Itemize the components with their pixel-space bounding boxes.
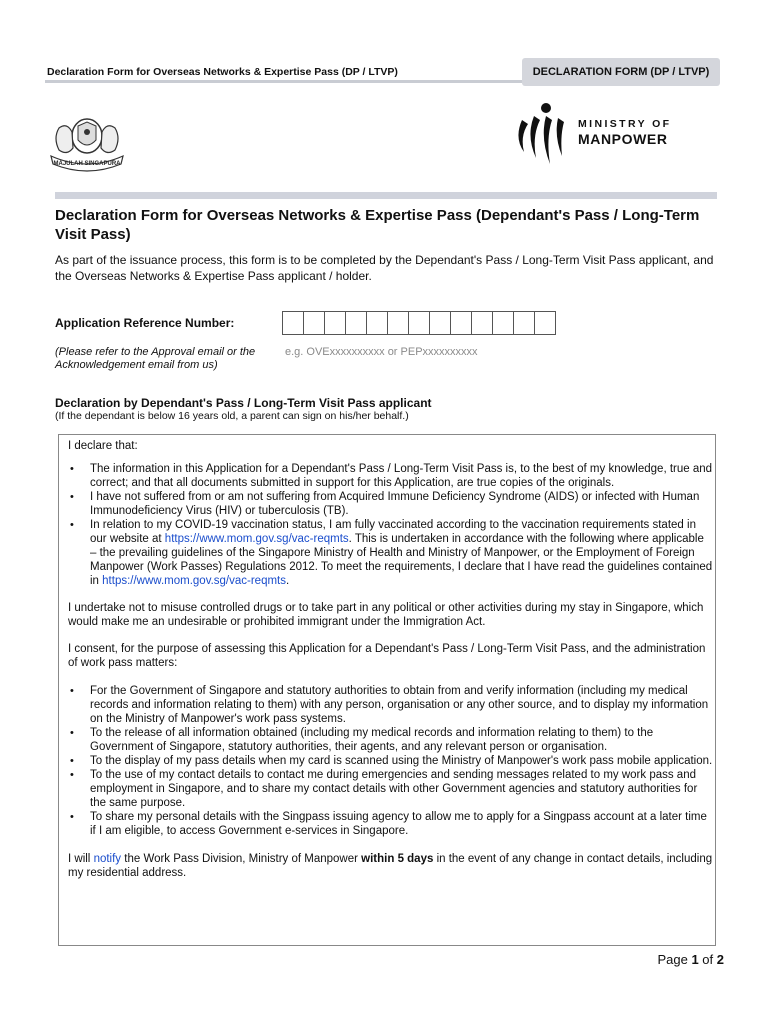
- undertake-paragraph: I undertake not to misuse controlled drugs or to take part in any political or other activities during my stay in Singapore, which would make me an undesirable or prohibited immigrant under the Immigration Act.: [68, 602, 704, 628]
- arn-char-box[interactable]: [513, 311, 535, 335]
- mom-logo-icon: [512, 100, 572, 170]
- declaration-intro: I declare that:: [68, 440, 138, 452]
- declaration-item-text: . This is undertaken in accordance with the following where applicable – the prevailing guidelines of the Singapore Ministry of Health and Ministry of Manpower, or the Employment of Foreign Manpower (Work Passes) Regulations 2012. To meet the requirements, I declare that I have read the guidelines contained in: [90, 533, 713, 587]
- consent-item-text: For the Government of Singapore and statutory authorities to obtain from and verify information (including my medical records and information relating to them) with any person, organisation or any other source, and to display my information on the Ministry of Manpower's work pass systems.: [90, 685, 709, 725]
- section-divider: [55, 192, 717, 199]
- arn-char-box[interactable]: [303, 311, 325, 335]
- consent-item-text: To the display of my pass details when my card is scanned using the Ministry of Manpower's work pass mobile application.: [90, 755, 713, 767]
- singapore-crest-icon: [45, 106, 129, 174]
- declaration-item-text: The information in this Application for a Dependant's Pass / Long-Term Visit Pass is, to the best of my knowledge, true and correct; and that all documents submitted in support for this Application, are true copies of the originals.: [90, 463, 713, 489]
- consent-list: [68, 684, 713, 838]
- arn-char-box[interactable]: [345, 311, 367, 335]
- consent-item-text: To the release of all information obtained (including my medical records and information relating to them) to the Government of Singapore, statutory authorities, their agents, and any relevant person or organisation.: [90, 727, 654, 753]
- list-item: [90, 810, 713, 838]
- arn-char-box[interactable]: [408, 311, 430, 335]
- notify-text: the Work Pass Division, Ministry of Manpower: [121, 853, 362, 865]
- consent-item-text: To share my personal details with the Singpass issuing agency to allow me to apply for a Singpass account at a later time if I am eligible, to access Government e-services in Singapore.: [90, 811, 707, 837]
- list-item: [90, 684, 713, 726]
- page-indicator: [657, 952, 724, 967]
- arn-char-box[interactable]: [282, 311, 304, 335]
- declaration-item-text: In relation to my COVID-19 vaccination status, I am fully vaccinated according to the vaccination requirements stated in our website at: [90, 519, 696, 545]
- consent-item-text: To the use of my contact details to contact me during emergencies and sending messages related to my work pass and employment in Singapore, and to share my contact details with other Government agencies and statutory authorities for the same purpose.: [90, 769, 698, 809]
- mom-logo-line1: MINISTRY OF: [578, 118, 672, 130]
- declaration-subheading: (If the dependant is below 16 years old, a parent can sign on his/her behalf.): [55, 410, 409, 422]
- declaration-heading: Declaration by Dependant's Pass / Long-Term Visit Pass applicant: [55, 396, 432, 410]
- arn-char-box[interactable]: [450, 311, 472, 335]
- form-intro: As part of the issuance process, this form is to be completed by the Dependant's Pass / Long-Term Visit Pass applicant, and the Overseas Networks & Expertise Pass applicant / holder.: [55, 253, 714, 283]
- declaration-item-text: .: [286, 575, 290, 587]
- arn-input-boxes[interactable]: [283, 311, 556, 335]
- arn-char-box[interactable]: [324, 311, 346, 335]
- declaration-content: [68, 439, 713, 880]
- list-item: [90, 490, 713, 518]
- declaration-list: [68, 462, 713, 588]
- form-title: Declaration Form for Overseas Networks & Expertise Pass (Dependant's Pass / Long-Term Visit Pass): [55, 207, 700, 243]
- list-item: [90, 462, 713, 490]
- header-form-title: Declaration Form for Overseas Networks & Expertise Pass (DP / LTVP): [47, 66, 398, 78]
- arn-char-box[interactable]: [429, 311, 451, 335]
- arn-char-box[interactable]: [471, 311, 493, 335]
- mom-logo-line2: MANPOWER: [578, 131, 668, 147]
- consent-paragraph: I consent, for the purpose of assessing this Application for a Dependant's Pass / Long-Term Visit Pass, and the administration of work pass matters:: [68, 643, 706, 669]
- arn-example-placeholder: e.g. OVExxxxxxxxxx or PEPxxxxxxxxxx: [285, 346, 478, 358]
- arn-char-box[interactable]: [366, 311, 388, 335]
- arn-char-box[interactable]: [492, 311, 514, 335]
- list-item: [90, 726, 713, 754]
- notify-paragraph: [68, 852, 713, 880]
- list-item: [90, 754, 713, 768]
- list-item: [90, 518, 713, 588]
- notify-text: I will: [68, 853, 94, 865]
- arn-char-box[interactable]: [534, 311, 556, 335]
- notify-deadline: within 5 days: [361, 853, 434, 865]
- arn-char-box[interactable]: [387, 311, 409, 335]
- page-total: 2: [716, 952, 724, 967]
- notify-link[interactable]: notify: [93, 853, 122, 865]
- notify-text: in the event of any change in contact details, including my residential address.: [68, 853, 713, 879]
- header-divider: [45, 80, 530, 83]
- crest-motto: MAJULAH SINGAPURA: [53, 161, 121, 167]
- form-type-badge: DECLARATION FORM (DP / LTVP): [522, 58, 720, 86]
- mom-logo: [512, 100, 712, 170]
- arn-label: Application Reference Number:: [55, 316, 235, 330]
- vac-reqmts-link-2[interactable]: https://www.mom.gov.sg/vac-reqmts: [102, 575, 286, 587]
- page-number: 1: [691, 952, 699, 967]
- arn-note: (Please refer to the Approval email or the Acknowledgement email from us): [55, 346, 256, 371]
- list-item: [90, 768, 713, 810]
- of-word: of: [702, 952, 714, 967]
- declaration-item-text: I have not suffered from or am not suffering from Acquired Immune Deficiency Syndrome (AIDS) or infected with Human Immunodeficiency Virus (HIV) or tuberculosis (TB).: [90, 491, 700, 517]
- vac-reqmts-link[interactable]: https://www.mom.gov.sg/vac-reqmts: [164, 533, 349, 545]
- page-word: Page: [657, 952, 688, 967]
